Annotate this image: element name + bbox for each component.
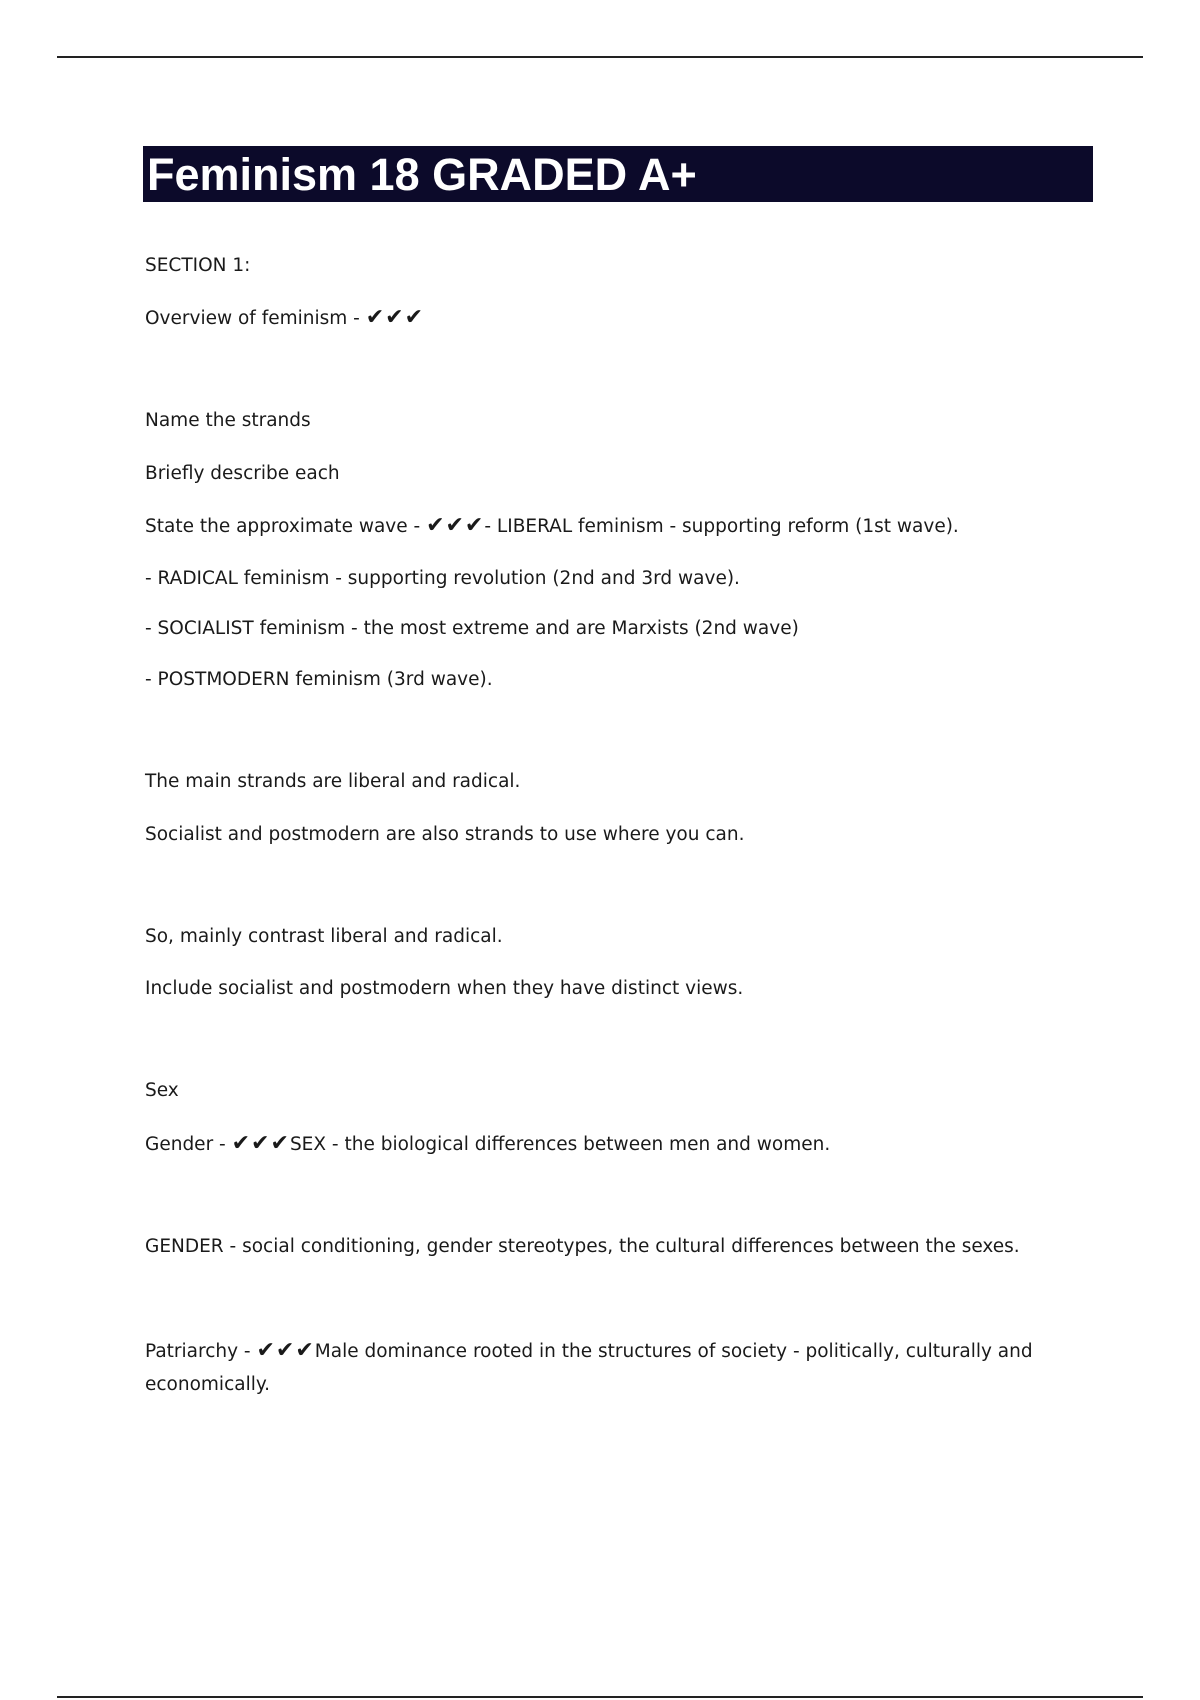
socialist-postmodern-line: Socialist and postmodern are also strands to use where you can. [145,824,745,845]
main-strands-line: The main strands are liberal and radical. [145,771,521,792]
check-marks-icon: ✔✔✔ [231,1131,290,1156]
sex-line: Sex [145,1080,179,1101]
include-socialist-line: Include socialist and postmodern when they have distinct views. [145,978,744,999]
overview-line: Overview of feminism - ✔✔✔ [145,305,425,330]
describe-each-line: Briefly describe each [145,463,340,484]
document-title: Feminism 18 GRADED A+ [147,148,697,200]
bottom-rule [57,1696,1143,1698]
mainly-contrast-line: So, mainly contrast liberal and radical. [145,926,503,947]
section-heading: SECTION 1: [145,255,251,276]
top-rule [57,56,1143,58]
gender-definition-line: GENDER - social conditioning, gender stereotypes, the cultural differences between the sexes. [145,1236,1020,1257]
state-wave-line: State the approximate wave - ✔✔✔- LIBERAL feminism - supporting reform (1st wave). [145,513,959,538]
check-marks-icon: ✔✔✔ [256,1338,315,1363]
name-strands-line: Name the strands [145,410,311,431]
gender-line: Gender - ✔✔✔SEX - the biological differences between men and women. [145,1131,831,1156]
check-marks-icon: ✔✔✔ [365,305,425,330]
postmodern-line: - POSTMODERN feminism (3rd wave). [145,669,493,690]
check-marks-icon: ✔✔✔ [426,513,485,538]
title-banner [143,146,1093,202]
socialist-line: - SOCIALIST feminism - the most extreme and are Marxists (2nd wave) [145,618,799,639]
radical-line: - RADICAL feminism - supporting revolution (2nd and 3rd wave). [145,568,740,589]
patriarchy-line: Patriarchy - ✔✔✔Male dominance rooted in the structures of society - politically, culturally and economically. [145,1338,1033,1395]
